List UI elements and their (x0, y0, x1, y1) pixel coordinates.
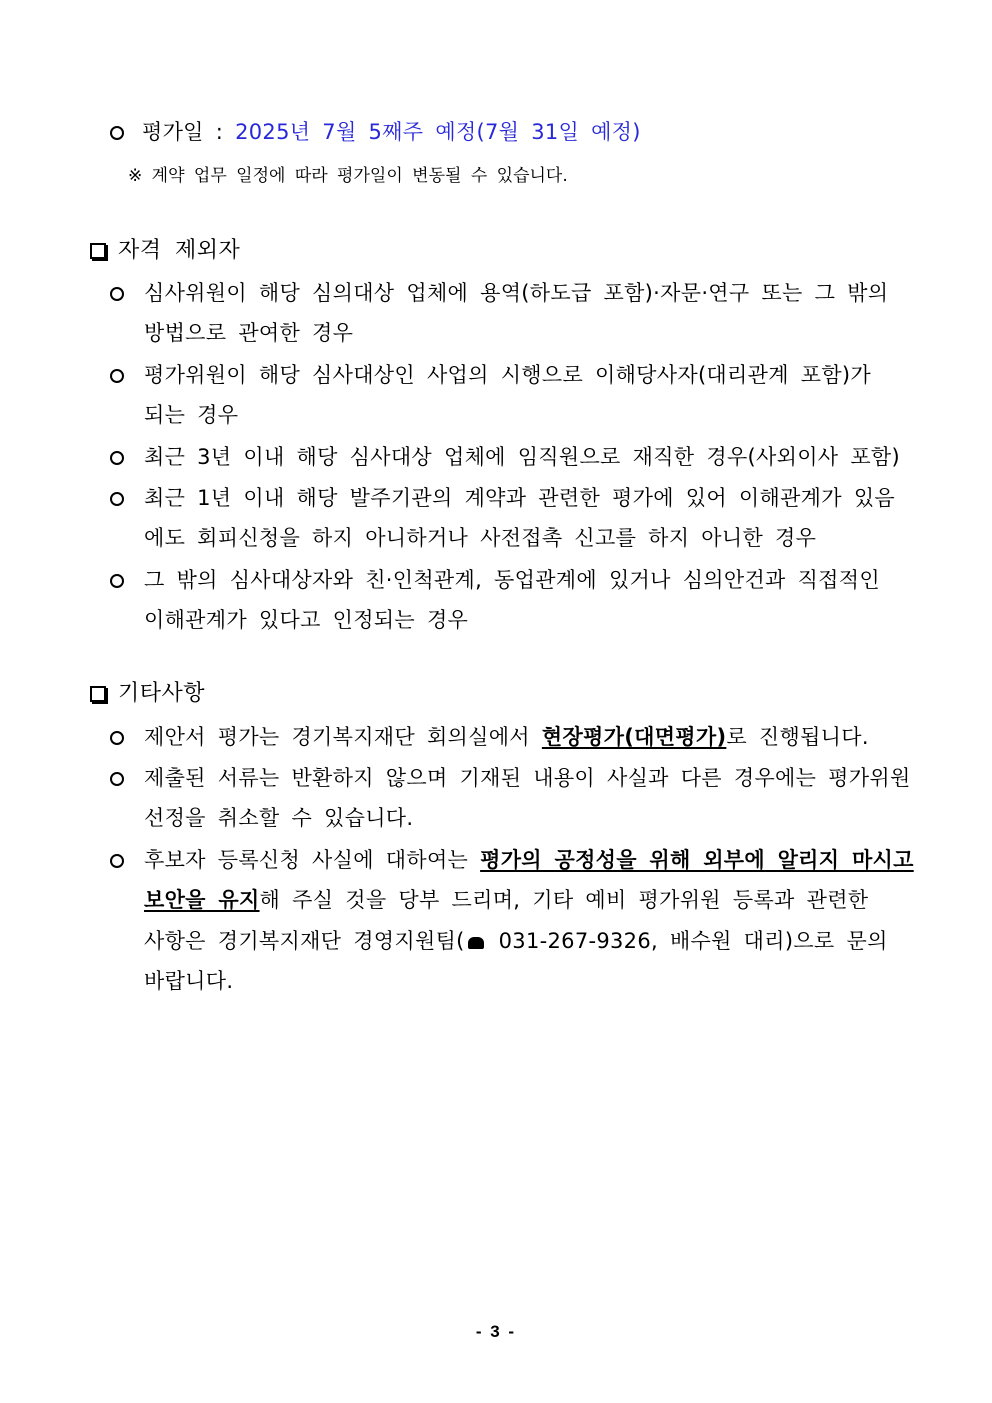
other-item-1-line (144, 722, 869, 752)
circle-bullet-icon (110, 722, 124, 752)
other-heading: 기타사항 (118, 681, 206, 706)
circle-bullet-icon (110, 278, 124, 308)
other-item-1-suffix: 로 진행됩니다. (726, 725, 869, 749)
other-item-3-line-2 (144, 885, 868, 915)
disqualification-item-4-line-2: 에도 회피신청을 하지 아니하거나 사전접촉 신고를 하지 아니한 경우 (144, 526, 817, 550)
disqualification-item-5-line-2: 이해관계가 있다고 인정되는 경우 (144, 608, 469, 632)
disqualification-heading: 자격 제외자 (118, 238, 241, 263)
telephone-icon (468, 937, 484, 949)
square-bullet-icon (90, 686, 106, 702)
other-item-3-line-2-suffix: 해 주실 것을 당부 드리며, 기타 예비 평가위원 등록과 관련한 (259, 888, 869, 912)
circle-bullet-icon (110, 483, 124, 513)
other-item-2-line-1: 제출된 서류는 반환하지 않으며 기재된 내용이 사실과 다른 경우에는 평가위원 (144, 766, 911, 790)
disqualification-item-1-line-1: 심사위원이 해당 심의대상 업체에 용역(하도급 포함)·자문·연구 또는 그 밖의 (144, 281, 889, 305)
circle-bullet-icon (110, 845, 124, 875)
page-number: - 3 - (475, 1322, 517, 1341)
other-item-1-emphasis: 현장평가(대면평가) (541, 725, 727, 749)
disqualification-item-4-line-1: 최근 1년 이내 해당 발주기관의 계약과 관련한 평가에 있어 이해관계가 있음 (144, 486, 895, 510)
other-item-3-line-1 (144, 845, 914, 875)
evaluation-date-line (142, 117, 641, 147)
evaluation-date-value: 2025년 7월 5째주 예정(7월 31일 예정) (235, 120, 641, 144)
circle-bullet-icon (110, 360, 124, 390)
other-item-3-line-3 (144, 926, 888, 956)
disqualification-item-2-line-2: 되는 경우 (144, 403, 239, 427)
other-item-3-line-3-prefix: 사항은 경기복지재단 경영지원팀( (144, 929, 465, 953)
disqualification-item-1-line-2: 방법으로 관여한 경우 (144, 321, 354, 345)
disqualification-item-5-line-1: 그 밖의 심사대상자와 친·인척관계, 동업관계에 있거나 심의안건과 직접적인 (144, 568, 880, 592)
other-item-3-line-4: 바랍니다. (144, 969, 234, 993)
evaluation-date-note: ※ 계약 업무 일정에 따라 평가일이 변동될 수 있습니다. (128, 166, 568, 186)
circle-bullet-icon (110, 117, 124, 147)
disqualification-item-3-line-1: 최근 3년 이내 해당 심사대상 업체에 임직원으로 재직한 경우(사외이사 포함) (144, 445, 901, 469)
circle-bullet-icon (110, 565, 124, 595)
circle-bullet-icon (110, 763, 124, 793)
square-bullet-icon (90, 243, 106, 259)
other-item-3-line-3-suffix: 031-267-9326, 배수원 대리)으로 문의 (486, 929, 888, 953)
other-item-3-line-1-emphasis: 평가의 공정성을 위해 외부에 알리지 마시고 (480, 848, 914, 872)
other-item-2-line-2: 선정을 취소할 수 있습니다. (144, 806, 414, 830)
circle-bullet-icon (110, 442, 124, 472)
other-item-3-line-2-emphasis: 보안을 유지 (144, 888, 260, 912)
evaluation-date-label: 평가일 : (142, 120, 224, 144)
disqualification-item-2-line-1: 평가위원이 해당 심사대상인 사업의 시행으로 이해당사자(대리관계 포함)가 (144, 363, 872, 387)
other-item-3-line-1-prefix: 후보자 등록신청 사실에 대하여는 (144, 848, 481, 872)
other-item-1-prefix: 제안서 평가는 경기복지재단 회의실에서 (144, 725, 542, 749)
